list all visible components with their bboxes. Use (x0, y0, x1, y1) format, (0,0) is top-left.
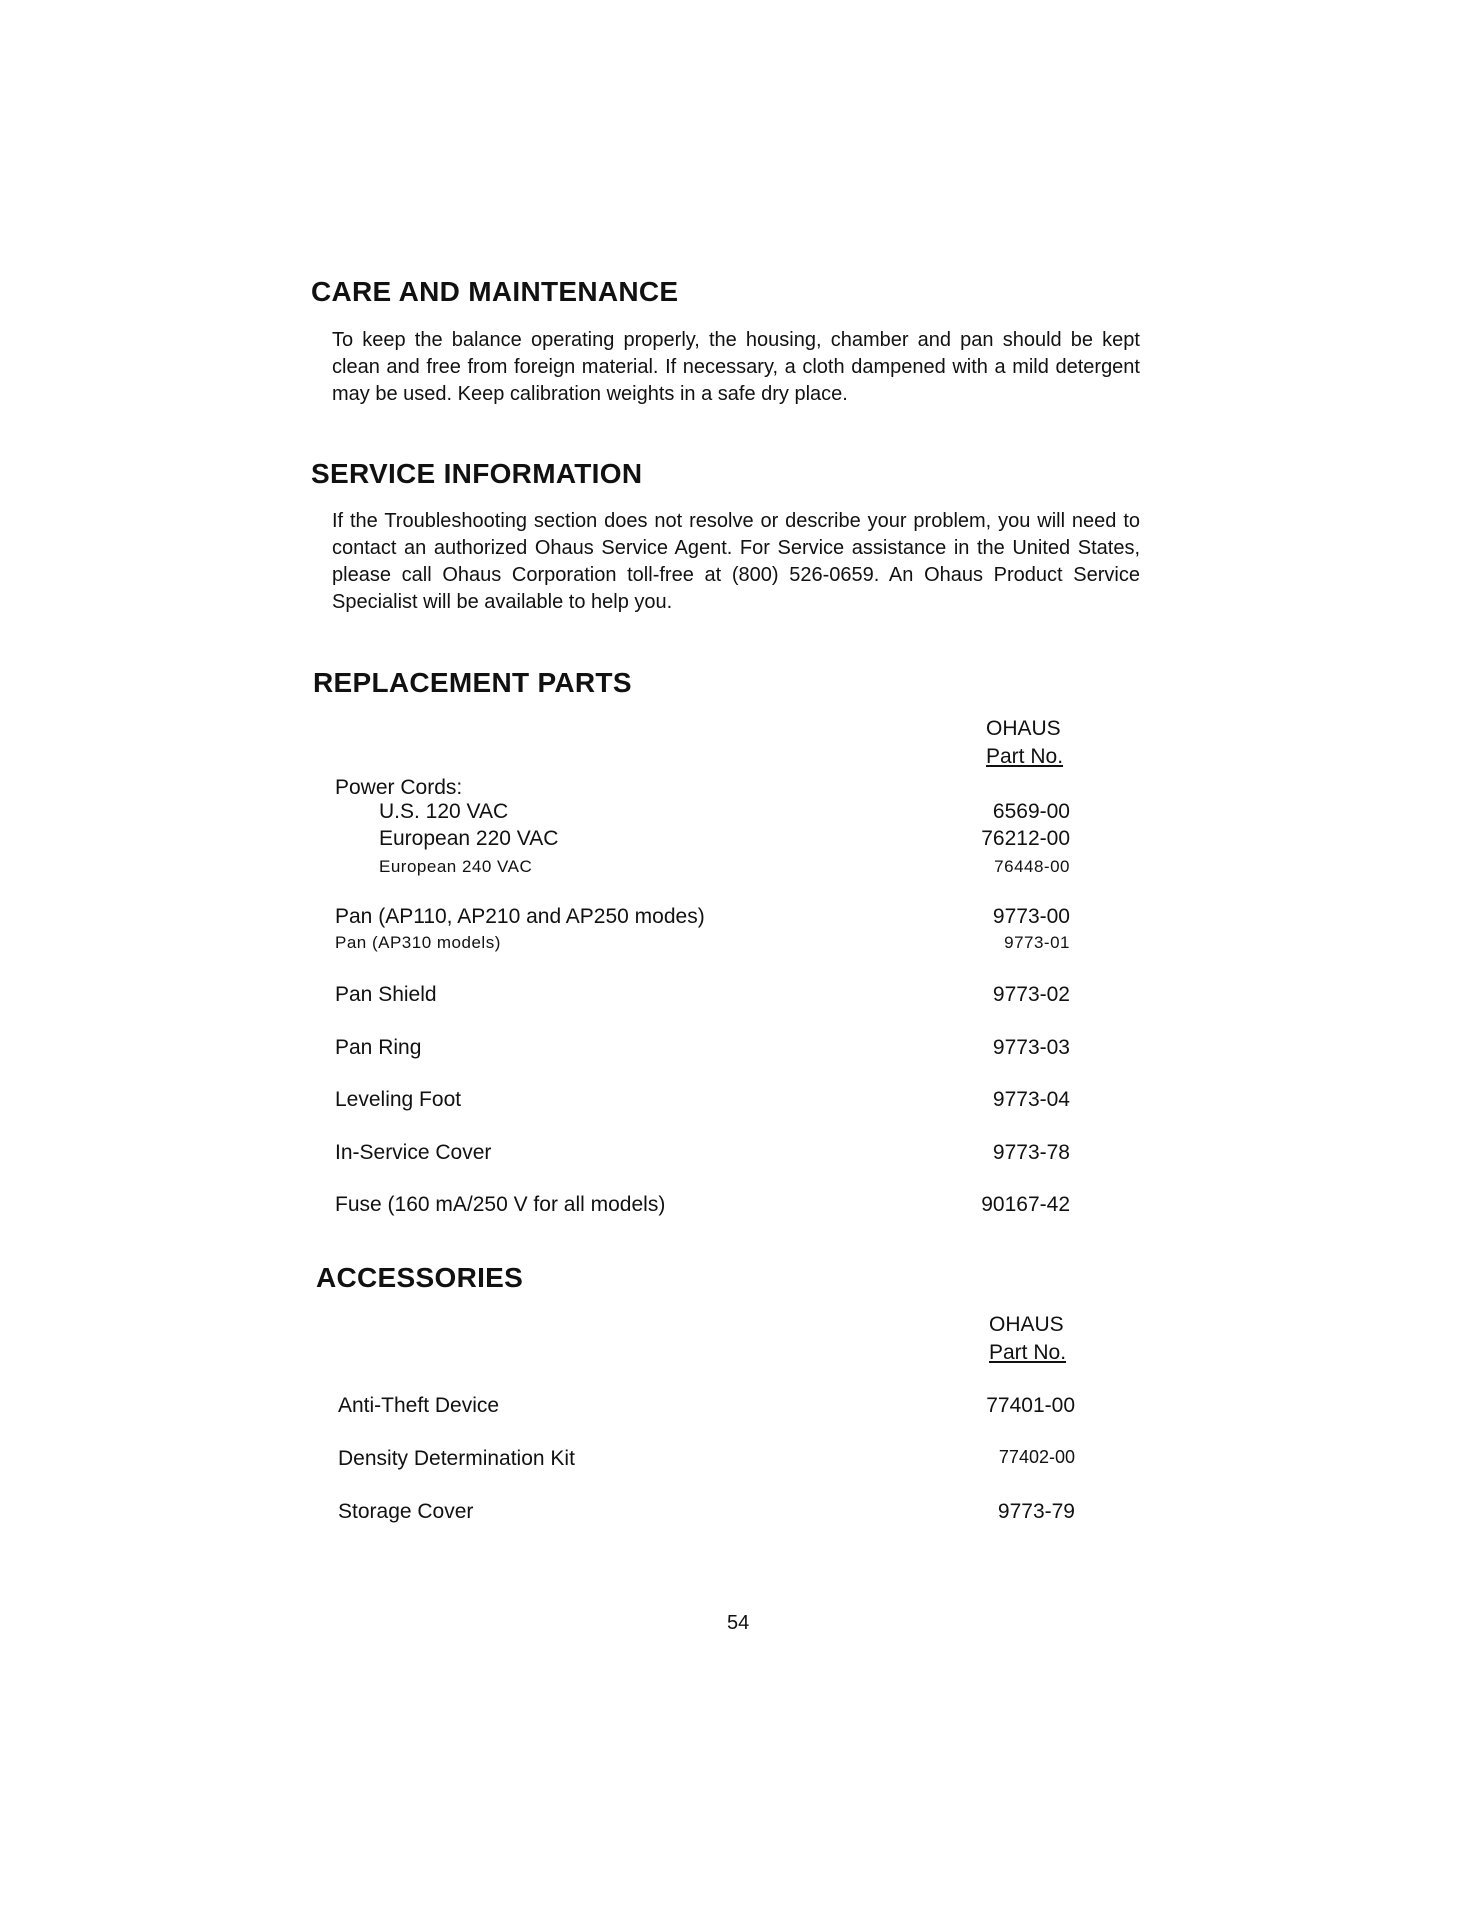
service-information-heading: SERVICE INFORMATION (311, 458, 643, 489)
accessory-description: Anti-Theft Device (338, 1394, 500, 1417)
part-no-label: Part No. (986, 745, 1064, 768)
part-number: 76212-00 (981, 827, 1070, 850)
part-number: 9773-01 (1004, 933, 1070, 952)
replacement-part-number-header (986, 715, 1063, 771)
accessory-description: Storage Cover (338, 1500, 474, 1523)
parts-row (0, 983, 1474, 1011)
part-description: Pan (AP110, AP210 and AP250 modes) (335, 905, 705, 928)
replacement-parts-heading: REPLACEMENT PARTS (313, 667, 632, 698)
parts-row (0, 1088, 1474, 1116)
part-number: 90167-42 (981, 1193, 1070, 1216)
part-number: 9773-00 (992, 905, 1070, 928)
ohaus-label: OHAUS (986, 717, 1061, 740)
part-number: 9773-03 (992, 1036, 1070, 1059)
page-number: 54 (727, 1612, 750, 1634)
care-maintenance-heading: CARE AND MAINTENANCE (311, 276, 679, 307)
part-description: Pan Ring (335, 1036, 422, 1059)
accessory-part-number: 9773-79 (997, 1500, 1075, 1523)
accessory-part-number: 77402-00 (998, 1447, 1075, 1467)
parts-row (0, 933, 1474, 961)
part-description: Fuse (160 mA/250 V for all models) (335, 1193, 666, 1216)
parts-row (0, 1193, 1474, 1221)
part-number: 6569-00 (992, 800, 1070, 823)
accessories-part-number-header (989, 1311, 1066, 1367)
part-number: 9773-04 (992, 1088, 1070, 1111)
accessories-heading: ACCESSORIES (316, 1262, 524, 1293)
parts-row (0, 1036, 1474, 1064)
part-no-label: Part No. (989, 1341, 1067, 1364)
accessory-part-number: 77401-00 (986, 1394, 1075, 1417)
accessory-row (0, 1447, 1474, 1475)
ohaus-label: OHAUS (989, 1313, 1064, 1336)
accessory-description: Density Determination Kit (338, 1447, 575, 1470)
part-description: Pan (AP310 models) (335, 933, 501, 952)
care-maintenance-text: To keep the balance operating properly, the housing, chamber and pan should be kept clean and free from foreign material. If necessary, a cloth dampened with a mild detergent may be used. Keep calibration weights in a safe dry place. (332, 329, 1140, 405)
part-number: 9773-78 (992, 1141, 1070, 1164)
parts-row (0, 800, 1474, 828)
parts-row (0, 905, 1474, 933)
part-description: In-Service Cover (335, 1141, 492, 1164)
power-cords-label: Power Cords: (335, 776, 463, 799)
parts-row (0, 827, 1474, 855)
parts-row (0, 1141, 1474, 1169)
service-information-text: If the Troubleshooting section does not resolve or describe your problem, you will need to contact an authorized Ohaus Service Agent. For Service assistance in the United States, please call Ohaus Corporation toll-free at (800) 526-0659. An Ohaus Product Service Specialist will be available to help you. (332, 510, 1140, 613)
part-description: Leveling Foot (335, 1088, 462, 1111)
accessory-row (0, 1394, 1474, 1422)
part-description: European 220 VAC (379, 827, 559, 850)
part-number: 9773-02 (992, 983, 1070, 1006)
part-description: Pan Shield (335, 983, 437, 1006)
parts-row (0, 857, 1474, 885)
part-description: U.S. 120 VAC (379, 800, 509, 823)
accessory-row (0, 1500, 1474, 1528)
part-description: European 240 VAC (379, 857, 533, 876)
part-number: 76448-00 (994, 857, 1070, 876)
